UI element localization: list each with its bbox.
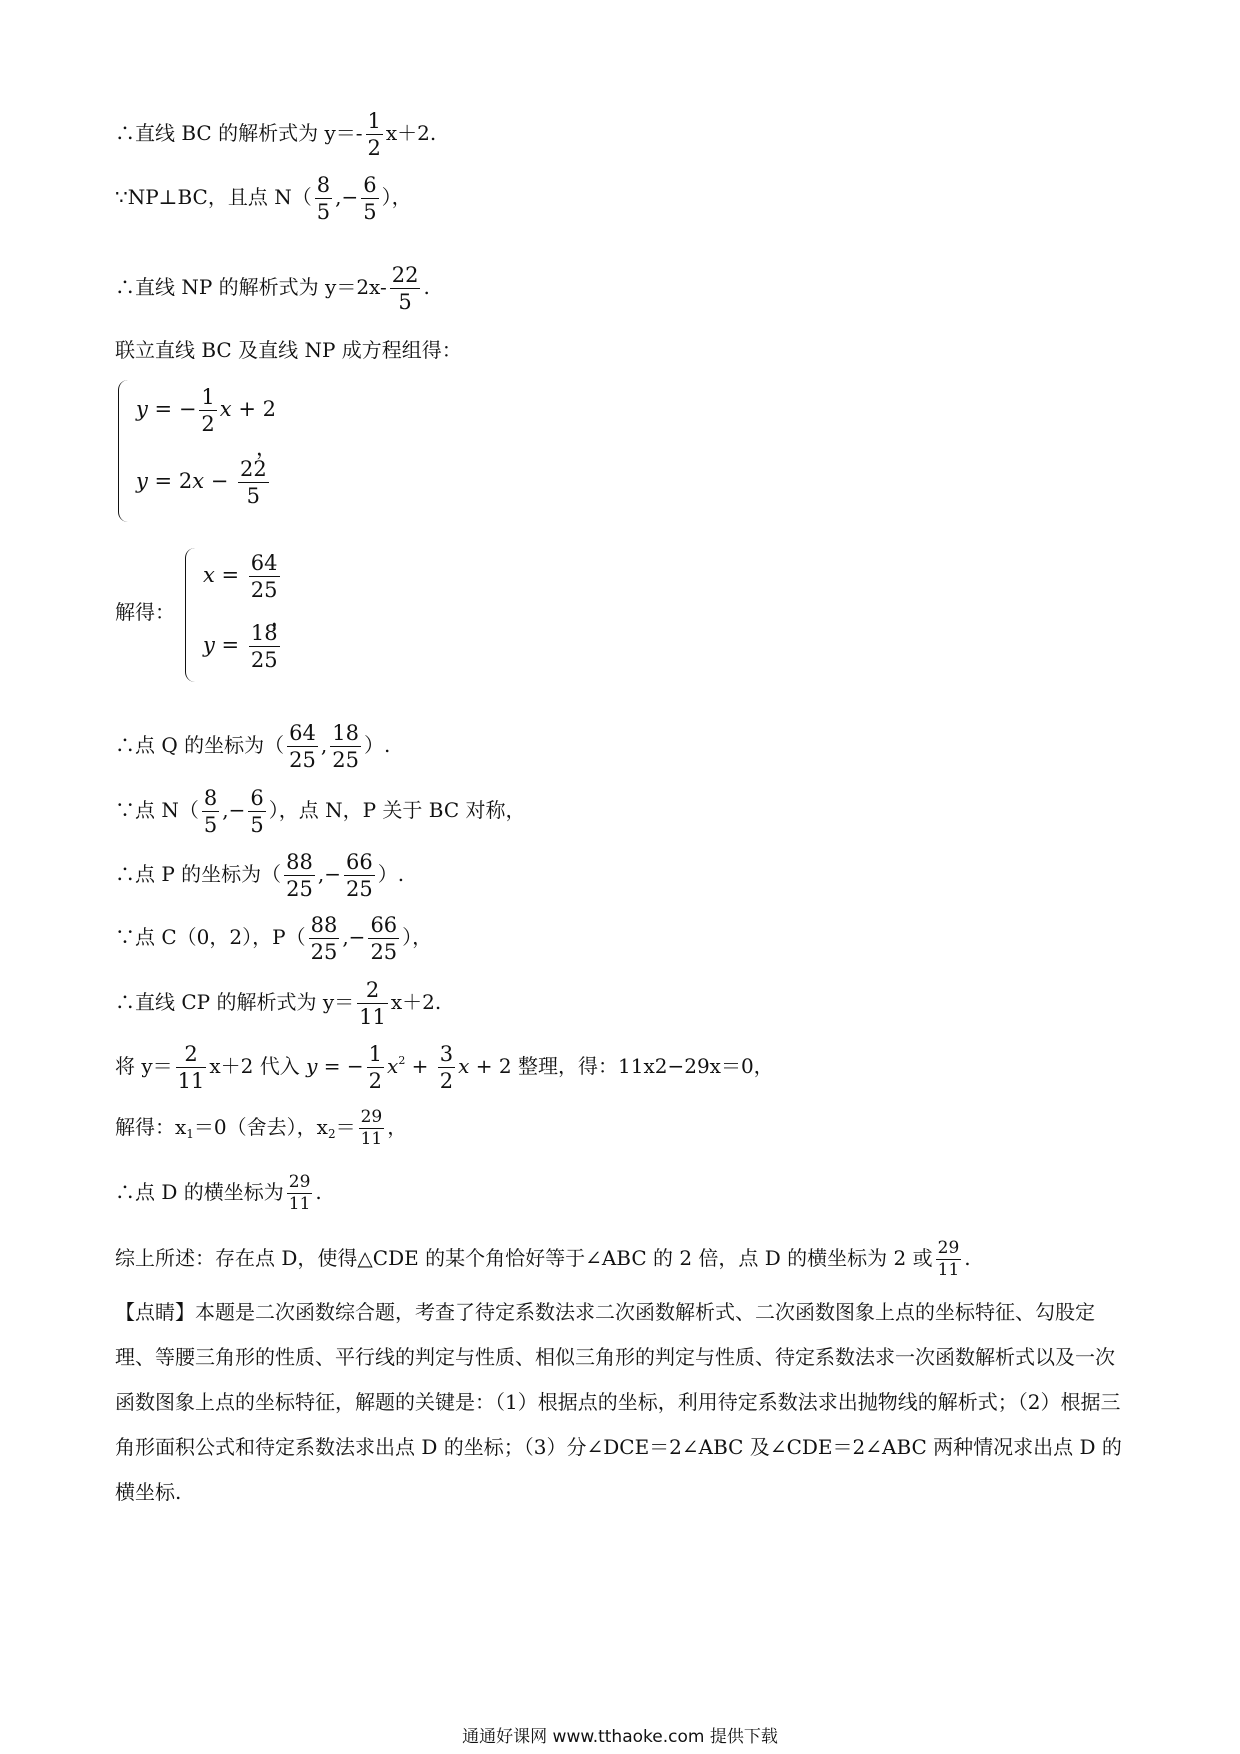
numerator: 8 — [203, 786, 218, 810]
text: ， — [387, 1115, 408, 1139]
text: ）， — [402, 925, 433, 949]
numerator: 6 — [363, 173, 377, 197]
var: x — [219, 397, 232, 421]
denominator: 2 — [367, 136, 381, 160]
subscript: 1 — [186, 1127, 194, 1141]
fraction — [361, 172, 378, 225]
numerator: 3 — [439, 1042, 454, 1066]
fraction — [249, 550, 280, 603]
fraction — [238, 456, 269, 509]
denominator: 25 — [332, 748, 359, 772]
text: + — [405, 1054, 435, 1078]
text: + 2 — [231, 397, 276, 421]
numerator: 66 — [370, 913, 398, 937]
text: ， — [271, 606, 292, 630]
fraction — [344, 849, 375, 902]
line-conclusion — [115, 1238, 971, 1281]
denominator: 2 — [201, 412, 215, 436]
numerator: 2 — [176, 1041, 207, 1068]
var: x — [387, 1054, 399, 1078]
text: ∵NP⊥BC，且点 N（ — [115, 185, 312, 209]
text: . — [964, 1246, 971, 1270]
numerator: 64 — [289, 721, 316, 745]
text: x＋2. — [390, 990, 442, 1014]
text: ,− — [222, 798, 246, 822]
text: ＝0（舍去），x — [193, 1115, 328, 1139]
text: ＝ — [335, 1115, 356, 1139]
var: y — [136, 469, 148, 493]
fraction — [287, 720, 318, 773]
denominator: 5 — [250, 813, 264, 837]
fraction — [284, 849, 315, 902]
page-footer: 通通好课网 www.tthaoke.com 提供下载 — [462, 1727, 778, 1747]
text: x＋2 代入 — [209, 1054, 307, 1078]
line-np-perpendicular — [115, 172, 412, 225]
text: ,− — [342, 925, 366, 949]
denominator: 25 — [250, 648, 278, 672]
text: = — [214, 563, 246, 587]
line-system-intro — [115, 338, 462, 362]
line-point-n-symmetric — [115, 785, 526, 838]
numerator: 29 — [937, 1238, 960, 1258]
numerator: 1 — [367, 109, 381, 133]
denominator: 25 — [286, 877, 313, 901]
text: . — [423, 275, 430, 299]
line-d-abscissa — [115, 1172, 322, 1215]
exponent: 2 — [398, 1054, 406, 1067]
numerator: 22 — [239, 457, 267, 481]
text: = − — [317, 1054, 364, 1078]
left-brace — [118, 380, 129, 522]
var: x — [203, 563, 215, 587]
var: y — [306, 1054, 318, 1078]
text: ）. — [363, 733, 391, 757]
denominator: 2 — [439, 1069, 454, 1093]
numerator: 18 — [250, 621, 278, 645]
text: , — [320, 733, 328, 757]
denominator: 11 — [360, 1129, 383, 1149]
text: ∵点 C（0，2），P（ — [115, 925, 306, 949]
fraction — [366, 108, 383, 161]
numerator: 8 — [316, 173, 331, 197]
text: ∴点 Q 的坐标为（ — [115, 733, 285, 757]
subscript: 2 — [327, 1127, 336, 1141]
fraction — [936, 1238, 962, 1281]
line-bc-equation — [115, 108, 436, 161]
line-substitution — [115, 1041, 774, 1094]
numerator: 29 — [360, 1107, 383, 1127]
text: ∵点 N（ — [115, 798, 199, 822]
denominator: 11 — [359, 1005, 386, 1029]
denominator: 11 — [177, 1069, 205, 1093]
text: ∴直线 CP 的解析式为 y＝ — [115, 990, 355, 1014]
text: ， — [256, 436, 277, 460]
fraction — [357, 977, 388, 1030]
numerator: 88 — [286, 850, 313, 874]
text: . — [315, 1180, 322, 1204]
line-point-p — [115, 849, 404, 902]
text: + 2 整理，得：11x2−29x＝0， — [469, 1054, 774, 1078]
fraction — [368, 912, 399, 965]
numerator: 29 — [288, 1172, 311, 1192]
line-points-c-p — [115, 912, 432, 965]
var: y — [203, 633, 215, 657]
text: 综上所述：存在点 D，使得△CDE 的某个角恰好等于∠ABC 的 2 倍，点 D 的横坐标为 2 或 — [115, 1246, 933, 1270]
text: 联立直线 BC 及直线 NP 成方程组得： — [115, 338, 462, 362]
denominator: 5 — [246, 484, 261, 508]
text: = 2 — [147, 469, 193, 493]
fraction — [367, 1041, 384, 1094]
text: ），点 N，P 关于 BC 对称， — [268, 798, 526, 822]
fraction — [199, 384, 216, 437]
text: = — [214, 633, 246, 657]
denominator: 25 — [289, 748, 316, 772]
text: ）， — [381, 185, 412, 209]
denominator: 5 — [398, 290, 412, 314]
numerator: 64 — [250, 551, 278, 575]
fraction — [315, 172, 332, 225]
text: = − — [147, 397, 197, 421]
text: ∴直线 BC 的解析式为 y＝- — [115, 121, 363, 145]
system-row-1 — [203, 550, 283, 603]
numerator: 88 — [310, 913, 338, 937]
var: x — [192, 469, 205, 493]
line-np-equation — [115, 262, 430, 315]
text: − — [204, 469, 235, 493]
fraction — [438, 1041, 455, 1094]
left-brace — [185, 548, 196, 682]
denominator: 25 — [370, 940, 398, 964]
solution-label — [115, 600, 175, 624]
numerator: 6 — [250, 786, 264, 810]
numerator: 1 — [201, 385, 215, 409]
fraction — [390, 262, 421, 315]
fraction — [330, 720, 361, 773]
text: ∴点 P 的坐标为（ — [115, 862, 282, 886]
fraction — [309, 912, 340, 965]
system-row-1 — [136, 384, 276, 437]
system-row-2 — [136, 456, 272, 509]
denominator: 25 — [346, 877, 373, 901]
line-point-q — [115, 720, 390, 773]
equation-system-1 — [118, 380, 358, 522]
denominator: 2 — [368, 1069, 383, 1093]
fraction — [248, 785, 265, 838]
line-cp-equation — [115, 977, 441, 1030]
denominator: 5 — [316, 200, 331, 224]
var: x — [458, 1054, 470, 1078]
text: ,− — [335, 185, 359, 209]
text: ∴点 D 的横坐标为 — [115, 1180, 284, 1204]
text: ）. — [377, 862, 405, 886]
text: 解得：x — [115, 1115, 187, 1139]
numerator: 22 — [391, 263, 419, 287]
fraction — [359, 1107, 385, 1150]
numerator: 2 — [357, 977, 388, 1004]
fraction — [176, 1041, 207, 1094]
denominator: 11 — [937, 1260, 960, 1280]
denominator: 25 — [310, 940, 338, 964]
line-roots — [115, 1107, 407, 1150]
equation-system-2 — [185, 548, 345, 682]
text: ,− — [317, 862, 342, 886]
text: x＋2. — [385, 121, 437, 145]
fraction — [202, 785, 219, 838]
denominator: 5 — [363, 200, 377, 224]
numerator: 66 — [346, 850, 373, 874]
text: ∴直线 NP 的解析式为 y＝2x- — [115, 275, 387, 299]
var: y — [136, 397, 148, 421]
numerator: 1 — [368, 1042, 383, 1066]
commentary-paragraph: 【点睛】本题是二次函数综合题，考查了待定系数法求二次函数解析式、二次函数图象上点的坐标特征、勾股定理、等腰三角形的性质、平行线的判定与性质、相似三角形的判定与性质、待定系数法求一次函数解析式以及一次函数图象上点的坐标特征，解题的关键是：（1）根据点的坐标，利用待定系数法求出抛物线的解析式；（2）根据三角形面积公式和待定系数法求出点 D 的坐标；（3）分∠DCE＝2∠ABC 及∠CDE＝2∠ABC 两种情况求出点 D 的横坐标. — [115, 1300, 1122, 1504]
denominator: 25 — [250, 578, 278, 602]
fraction — [287, 1172, 313, 1215]
numerator: 18 — [332, 721, 359, 745]
denominator: 11 — [288, 1194, 311, 1214]
text: 解得： — [115, 600, 175, 624]
denominator: 5 — [203, 813, 218, 837]
text: 将 y＝ — [115, 1054, 173, 1078]
